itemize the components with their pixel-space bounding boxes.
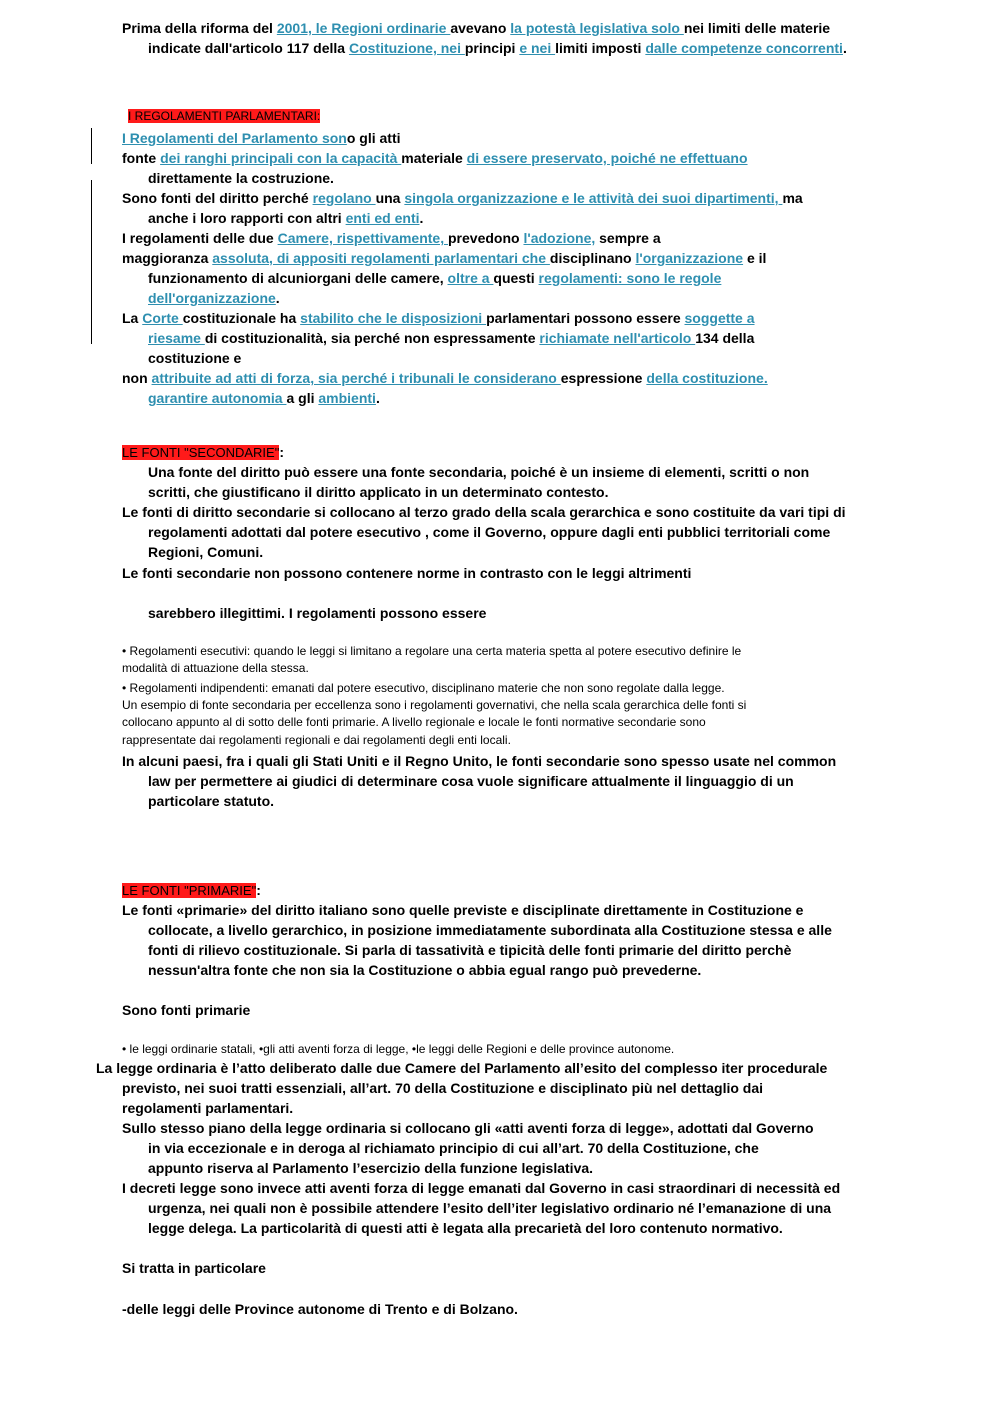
regolamenti-line (122, 128, 401, 148)
text-run: espressione (560, 370, 647, 386)
inline-link[interactable]: richiamate nell'articolo (539, 330, 696, 346)
text-run: . (375, 390, 380, 406)
text-run: limiti imposti (555, 40, 646, 56)
regolamenti-line (122, 228, 661, 248)
inline-link[interactable]: attribuite ad atti di forza, sia perché i tribunali le considerano (151, 370, 561, 386)
regolamenti-line (122, 308, 755, 328)
text-run: e il (743, 250, 767, 266)
text-run: ma (782, 190, 803, 206)
regolamenti-line (148, 208, 423, 228)
text-run: avevano (450, 20, 511, 36)
change-bar (91, 128, 92, 164)
regolamenti-line (148, 388, 380, 408)
text-run: . (419, 210, 424, 226)
primarie-line: nessun'altra fonte che non sia la Costituzione o abbia egual rango può prevederne. (148, 962, 702, 978)
inline-link[interactable]: di essere preservato, poiché ne effettuano (466, 150, 748, 166)
secondarie-list-line: collocano appunto al di sotto delle fonti primarie. A livello regionale e locale le fonti normative secondarie sono (122, 715, 706, 729)
inline-link[interactable]: dalle competenze concorrenti (645, 40, 843, 56)
change-bar (91, 180, 92, 344)
inline-link[interactable]: della costituzione. (646, 370, 768, 386)
text-run: Sono fonti del diritto perché (122, 190, 313, 206)
text-run: questi (493, 270, 539, 286)
regolamenti-line (148, 168, 334, 188)
text-run: parlamentari possono essere (486, 310, 685, 326)
text-run: funzionamento di alcuniorgani delle camere, (148, 270, 448, 286)
secondarie-list-line: • Regolamenti indipendenti: emanati dal potere esecutivo, disciplinano materie che non sono regolate dalla legge. (122, 681, 725, 695)
regolamenti-line (148, 268, 721, 288)
legge-ordinaria-line: La legge ordinaria è l’atto deliberato dalle due Camere del Parlamento all’esito del complesso iter procedurale (96, 1060, 828, 1076)
section-heading-secondarie: LE FONTI "SECONDARIE": (122, 444, 284, 460)
text-run: disciplinano (549, 250, 636, 266)
inline-link[interactable]: assoluta, di appositi regolamenti parlamentari che (212, 250, 550, 266)
secondarie-line: regolamenti adottati dal potere esecutivo , come il Governo, oppure dagli enti pubblici territoriali come (148, 524, 831, 540)
inline-link[interactable]: l'organizzazione (635, 250, 744, 266)
regolamenti-line (122, 368, 768, 388)
regolamenti-line (148, 328, 754, 348)
text-run: La (122, 310, 143, 326)
text-run: principi (464, 40, 520, 56)
primarie-sono-label: Sono fonti primarie (122, 1002, 251, 1018)
text-run: 134 della (695, 330, 755, 346)
text-run: indicate dall'articolo 117 della (148, 40, 349, 56)
text-run: una (375, 190, 405, 206)
text-run: anche i loro rapporti con altri (148, 210, 346, 226)
inline-link[interactable]: 2001, le Regioni ordinarie (276, 20, 451, 36)
inline-link[interactable]: stabilito che le disposizioni (300, 310, 487, 326)
secondarie-line: sarebbero illegittimi. I regolamenti possono essere (148, 605, 487, 621)
legge-ordinaria-line: regolamenti parlamentari. (122, 1100, 294, 1116)
inline-link[interactable]: oltre a (447, 270, 494, 286)
inline-link[interactable]: singola organizzazione e le attività dei suoi dipartimenti, (404, 190, 783, 206)
secondarie-line: Le fonti di diritto secondarie si collocano al terzo grado della scala gerarchica e sono costituite da vari tipi di (122, 504, 846, 520)
primarie-bullets: • le leggi ordinarie statali, •gli atti aventi forza di legge, •le leggi delle Regioni e delle province autonome. (122, 1042, 675, 1056)
text-run: materiale (401, 150, 467, 166)
regolamenti-line (148, 348, 241, 368)
inline-link[interactable]: l'adozione, (523, 230, 596, 246)
legge-ordinaria-line: previsto, nei suoi tratti essenziali, all’art. 70 della Costituzione e disciplinato più nel dettaglio dai (122, 1080, 764, 1096)
secondarie-list-line: • Regolamenti esecutivi: quando le leggi si limitano a regolare una certa materia spetta al potere esecutivo definire le (122, 644, 742, 658)
text-run: prevedono (448, 230, 524, 246)
section-heading-regolamenti: I REGOLAMENTI PARLAMENTARI: (128, 109, 321, 123)
inline-link[interactable]: riesame (148, 330, 205, 346)
primarie-line: collocate, a livello gerarchico, in posizione immediatamente subordinata alla Costituzione stessa e alle (148, 922, 832, 938)
primarie-line: Le fonti «primarie» del diritto italiano sono quelle previste e disciplinate direttamente in Costituzione e (122, 902, 804, 918)
secondarie-note-line: particolare statuto. (148, 793, 275, 809)
inline-link[interactable]: Corte (142, 310, 183, 326)
inline-link[interactable]: soggette a (684, 310, 755, 326)
text-run: . (842, 40, 847, 56)
regolamenti-line (148, 288, 280, 308)
secondarie-line: Una fonte del diritto può essere una fonte secondaria, poiché è un insieme di elementi, scritti o non (148, 464, 810, 480)
section-heading-primarie: LE FONTI "PRIMARIE": (122, 882, 261, 898)
text-run: sempre a (595, 230, 661, 246)
tratta-label: Si tratta in particolare (122, 1260, 266, 1276)
inline-link[interactable]: la potestà legislativa solo (510, 20, 684, 36)
regolamenti-line (122, 188, 803, 208)
inline-link[interactable]: regolamenti: sono le regole (538, 270, 722, 286)
inline-link[interactable]: enti ed enti (345, 210, 420, 226)
intro-line (122, 18, 830, 38)
text-run: I regolamenti delle due (122, 230, 278, 246)
inline-link[interactable]: garantire autonomia (148, 390, 287, 406)
inline-link[interactable]: I Regolamenti del Parlamento son (122, 130, 347, 146)
text-run: a gli (286, 390, 319, 406)
legge-ordinaria-line: in via eccezionale e in deroga al richiamato principio di cui all’art. 70 della Costituzione, che (148, 1140, 759, 1156)
text-run: direttamente la costruzione. (148, 170, 334, 186)
text-run: Prima della riforma del (122, 20, 277, 36)
intro-line (148, 38, 847, 58)
province-autonome-line: -delle leggi delle Province autonome di Trento e di Bolzano. (122, 1301, 518, 1317)
inline-link[interactable]: dei ranghi principali con la capacità (160, 150, 402, 166)
secondarie-list-line: Un esempio di fonte secondaria per eccellenza sono i regolamenti governativi, che nella scala gerarchica delle fonti si (122, 698, 747, 712)
secondarie-note-line: law per permettere ai giudici di determinare cosa vuole significare attualmente il linguaggio di un (148, 773, 794, 789)
text-run: nei limiti delle materie (683, 20, 831, 36)
inline-link[interactable]: dell'organizzazione (148, 290, 276, 306)
text-run: non (122, 370, 152, 386)
legge-ordinaria-line: legge delega. La particolarità di questi atti è legata alla precarietà del loro contenuto normativo. (148, 1220, 783, 1236)
text-run: o gli atti (346, 130, 401, 146)
text-run: maggioranza (122, 250, 213, 266)
secondarie-note-line: In alcuni paesi, fra i quali gli Stati Uniti e il Regno Unito, le fonti secondarie sono spesso usate nel common (122, 753, 837, 769)
legge-ordinaria-line: urgenza, nei quali non è possibile attendere l’esito dell’iter legislativo ordinario né l’emanazione di una (148, 1200, 832, 1216)
secondarie-line: Le fonti secondarie non possono contenere norme in contrasto con le leggi altrimenti (122, 565, 692, 581)
primarie-line: fonti di rilievo costituzionale. Si parla di tassatività e tipicità delle fonti primarie del diritto perchè (148, 942, 792, 958)
inline-link[interactable]: regolano (312, 190, 376, 206)
inline-link[interactable]: Costituzione, nei (348, 40, 465, 56)
text-run: costituzionale ha (182, 310, 301, 326)
legge-ordinaria-line: I decreti legge sono invece atti aventi forza di legge emanati dal Governo in casi straordinari di necessità ed (122, 1180, 841, 1196)
legge-ordinaria-line: appunto riserva al Parlamento l’esercizio della funzione legislativa. (148, 1160, 594, 1176)
text-run: di costituzionalità, sia perché non espressamente (204, 330, 540, 346)
text-run: costituzione e (148, 350, 242, 366)
secondarie-list-line: rappresentate dai regolamenti regionali e dai regolamenti degli enti locali. (122, 733, 511, 747)
regolamenti-line (122, 148, 748, 168)
inline-link[interactable]: ambienti (318, 390, 376, 406)
text-run: . (275, 290, 280, 306)
text-run: fonte (122, 150, 161, 166)
secondarie-line: scritti, che giustificano il diritto applicato in un determinato contesto. (148, 484, 609, 500)
legge-ordinaria-line: Sullo stesso piano della legge ordinaria si collocano gli «atti aventi forza di legge», adottati dal Governo (122, 1120, 814, 1136)
inline-link[interactable]: Camere, rispettivamente, (277, 230, 448, 246)
inline-link[interactable]: e nei (519, 40, 556, 56)
secondarie-line: Regioni, Comuni. (148, 544, 264, 560)
secondarie-list-line: modalità di attuazione della stessa. (122, 661, 309, 675)
regolamenti-line (122, 248, 766, 268)
